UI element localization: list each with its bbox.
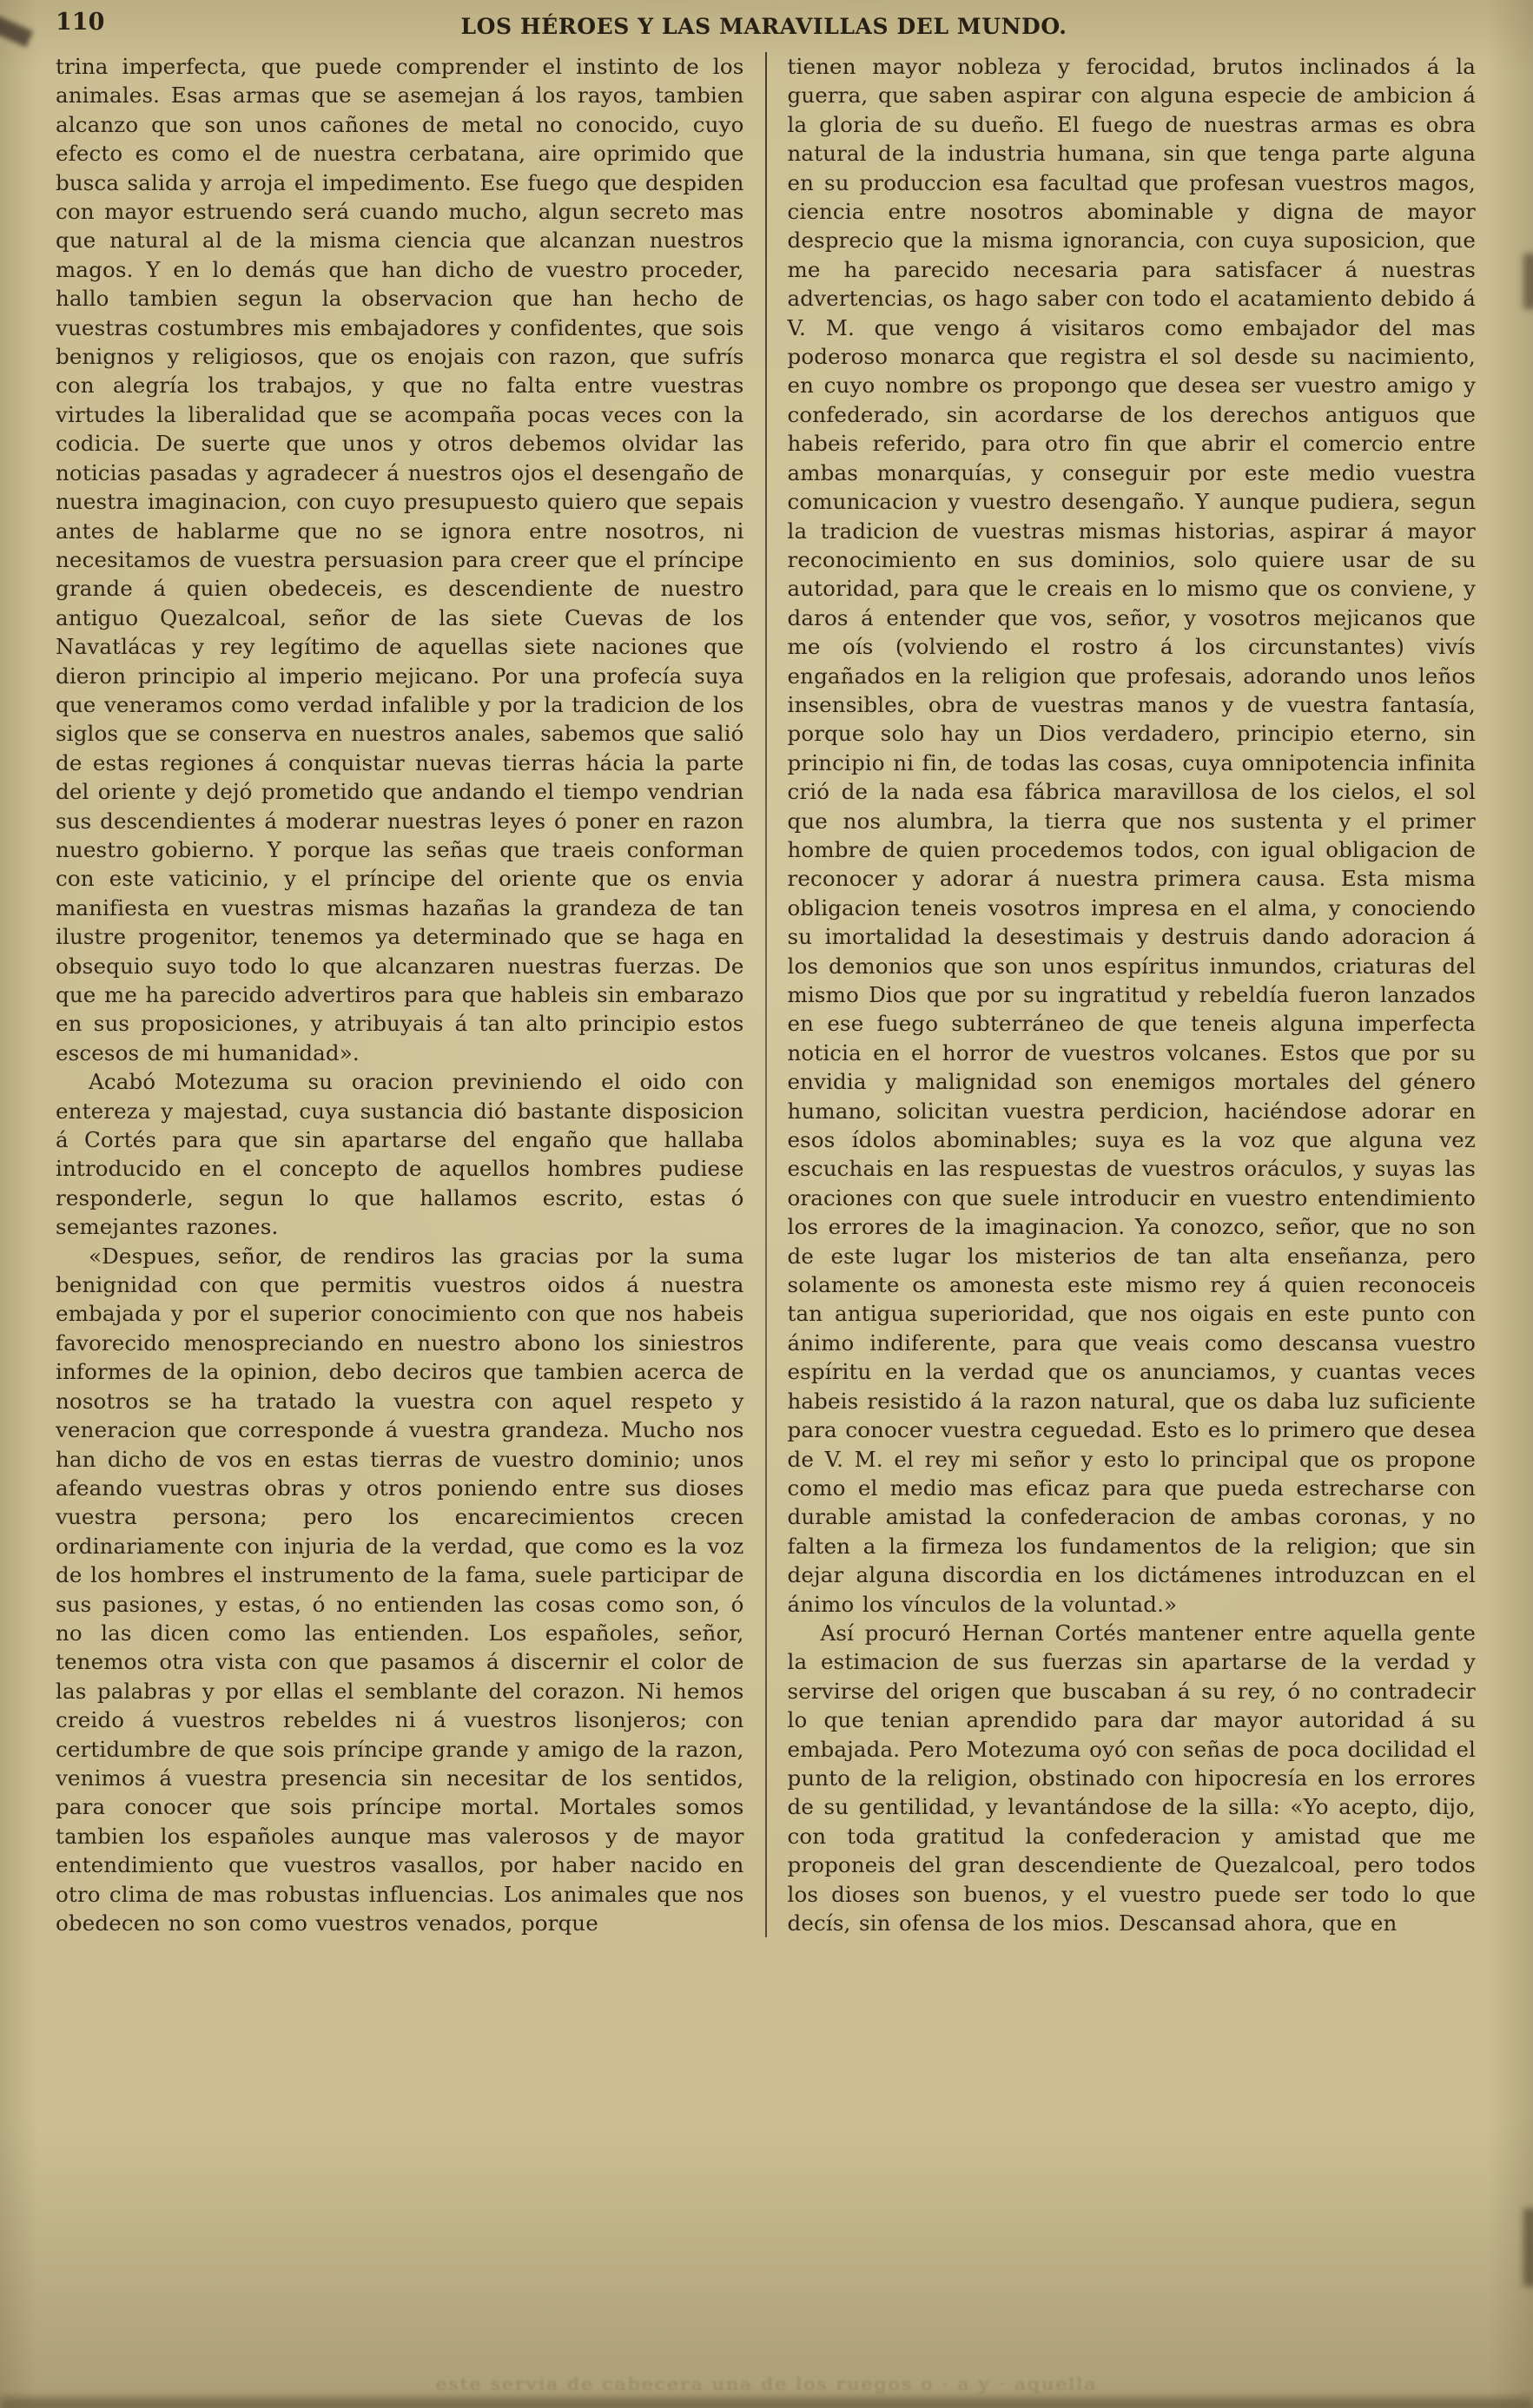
page-stain: [0, 2398, 1533, 2408]
paragraph: tienen mayor nobleza y ferocidad, brutos inclinados á la guerra, que saben aspirar con alguna especie de ambicion á la gloria de su dueño. El fuego de nuestras armas es obra natural de la industria humana, sin que tenga parte alguna en su produccion esa facultad que profesan vuestros magos, ciencia entre nosotros abominable y digna de mayor desprecio que la misma ignorancia, con cuya suposicion, que me ha parecido necesaria para satisfacer á nuestras advertencias, os hago saber con todo el acatamiento debido á V. M. que vengo á visitaros como embajador del mas poderoso monarca que registra el sol desde su nacimiento, en cuyo nombre os propongo que desea ser vuestro amigo y confederado, sin acordarse de los derechos antiguos que habeis referido, para otro fin que abrir el comercio entre ambas monarquías, y conseguir por este medio vuestra comunicacion y vuestro desengaño. Y aunque pudiera, segun la tradicion de vuestras mismas historias, aspirar á mayor reconocimiento en sus dominios, solo quiere usar de su autoridad, para que le creais en lo mismo que os conviene, y daros á entender que vos, señor, y vosotros mejicanos que me oís (volviendo el rostro á los circunstantes) vivís engañados en la religion que profesais, adorando unos leños insensibles, obra de vuestras manos y de vuestra fantasía, porque solo hay un Dios verdadero, principio eterno, sin principio ni fin, de todas las cosas, cuya omnipotencia infinita crió de la nada esa fábrica maravillosa de los cielos, el sol que nos alumbra, la tierra que nos sustenta y el primer hombre de quien procedemos todos, con igual obligacion de reconocer y adorar á nuestra primera causa. Esta misma obligacion teneis vosotros impresa en el alma, y conociendo su imortalidad la desestimais y destruis dando adoracion á los demonios que son unos espíritus inmundos, criaturas del mismo Dios que por su ingratitud y rebeldía fueron lanzados en ese fuego subterráneo de que teneis alguna imperfecta noticia en el horror de vuestros volcanes. Estos que por su envidia y malignidad son enemigos mortales del género humano, solicitan vuestra perdicion, haciéndose adorar en esos ídolos abominables; suya es la voz que alguna vez escuchais en las respuestas de vuestros oráculos, y suyas las oraciones con que suele introducir en vuestro entendimiento los errores de la imaginacion. Ya conozco, señor, que no son de este lugar los misterios de tan alta enseñanza, pero solamente os amonesta este mismo rey á quien reconoceis tan antigua superioridad, que nos oigais en este punto con ánimo indiferente, para que veais como descansa vuestro espíritu en la verdad que os anunciamos, y cuantas veces habeis resistido á la razon natural, que os daba luz suficiente para conocer vuestra ceguedad. Esto es lo primero que desea de V. M. el rey mi señor y esto lo principal que os propone como el medio mas eficaz para que pueda estrecharse con durable amistad la confederacion de ambas coronas, y no falten a la firmeza los fundamentos de la religion; que sin dejar alguna discordia en los dictámenes introduzcan en el ánimo los vínculos de la voluntad.»: [787, 54, 1476, 1617]
paragraph: Acabó Motezuma su oracion previniendo el oido con entereza y majestad, cuya sustancia dió bastante disposicion á Cortés para que sin apartarse del engaño que hallaba introducido en el concepto de aquellos hombres pudiese responderle, segun lo que hallamos escrito, estas ó semejantes razones.: [56, 1069, 744, 1240]
paragraph: trina imperfecta, que puede comprender el instinto de los animales. Esas armas que se asemejan á los rayos, tambien alcanzo que son unos cañones de metal no conocido, cuyo efecto es como el de nuestra cerbatana, aire oprimido que busca salida y arroja el impedimento. Ese fuego que despiden con mayor estruendo será cuando mucho, algun secreto mas que natural al de la misma ciencia que alcanzan nuestros magos. Y en lo demás que han dicho de vuestro proceder, hallo tambien segun la observacion que han hecho de vuestras costumbres mis embajadores y confidentes, que sois benignos y religiosos, que os enojais con razon, que sufrís con alegría los trabajos, y que no falta entre vuestras virtudes la liberalidad que se acompaña pocas veces con la codicia. De suerte que unos y otros debemos olvidar las noticias pasadas y agradecer á nuestros ojos el desengaño de nuestra imaginacion, con cuyo presupuesto quiero que sepais antes de hablarme que no se ignora entre nosotros, ni necesitamos de vuestra persuasion para creer que el príncipe grande á quien obedeceis, es descendiente de nuestro antiguo Quezalcoal, señor de las siete Cuevas de los Navatlácas y rey legítimo de aquellas siete naciones que dieron principio al imperio mejicano. Por una profecía suya que veneramos como verdad infalible y por la tradicion de los siglos que se conserva en nuestros anales, sabemos que salió de estas regiones á conquistar nuevas tierras hácia la parte del oriente y dejó prometido que andando el tiempo vendrian sus descendientes á moderar nuestras leyes ó poner en razon nuestro gobierno. Y porque las señas que traeis conforman con este vaticinio, y el príncipe del oriente que os envia manifiesta en vuestras mismas hazañas la grandeza de tan ilustre progenitor, tenemos ya determinado que se haga en obsequio suyo todo lo que alcanzaren nuestras fuerzas. De que me ha parecido advertiros para que hableis sin embarazo en sus proposiciones, y atribuyais á tan alto principio estos escesos de mi humanidad».: [56, 54, 744, 1065]
text-block: [0, 45, 1533, 1937]
running-title: LOS HÉROES Y LAS MARAVILLAS DEL MUNDO.: [460, 14, 1067, 39]
bleedthrough-text: este servia de cabecera una de los ruegos o · a y · aquella: [435, 2375, 1098, 2395]
paragraph: «Despues, señor, de rendiros las gracias por la suma benignidad con que permitis vuestros oidos á nuestra embajada y por el superior conocimiento con que nos habeis favorecido menospreciando en nuestro abono los siniestros informes de la opinion, debo deciros que tambien acerca de nosotros se ha tratado la vuestra con aquel respeto y veneracion que corresponde á vuestra grandeza. Mucho nos han dicho de vos en estas tierras de vuestro dominio; unos afeando vuestras obras y otros poniendo entre sus dioses vuestra persona; pero los encarecimientos crecen ordinariamente con injuria de la verdad, que como es la voz de los hombres el instrumento de la fama, suele participar de sus pasiones, y estas, ó no entienden las cosas como son, ó no las dicen como las entienden. Los españoles, señor, tenemos otra vista con que pasamos á discernir el color de las palabras y por ellas el semblante del corazon. Ni hemos creido á vuestros rebeldes ni á vuestros lisonjeros; con certidumbre de que sois príncipe grande y amigo de la razon, venimos á vuestra presencia sin necesitar de los sentidos, para conocer que sois príncipe mortal. Mortales somos tambien los españoles aunque mas valerosos y de mayor entendimiento que vuestros vasallos, por haber nacido en otro clima de mas robustas influencias. Los animales que nos obedecen no son como vuestros venados, porque: [56, 1243, 744, 1936]
page-header: [0, 0, 1533, 45]
page-stain: [1523, 2208, 1533, 2286]
paragraph: Así procuró Hernan Cortés mantener entre aquella gente la estimacion de sus fuerzas sin apartarse de la verdad y servirse del origen que buscaban á su rey, ó no contradecir lo que tenian aprendido para dar mayor autoridad á su embajada. Pero Motezuma oyó con señas de poca docilidad el punto de la religion, obstinado con hipocresía en los errores de su gentilidad, y levantándose de la silla: «Yo acepto, dijo, con toda gratitud la confederacion y amistad que me proponeis del gran descendiente de Quezalcoal, pero todos los dioses son buenos, y el vuestro puede ser todo lo que decís, sin ofensa de los mios. Descansad ahora, que en: [787, 1620, 1476, 1936]
left-column: [56, 52, 765, 1937]
right-column: [767, 52, 1477, 1937]
page-number: 110: [56, 9, 105, 36]
